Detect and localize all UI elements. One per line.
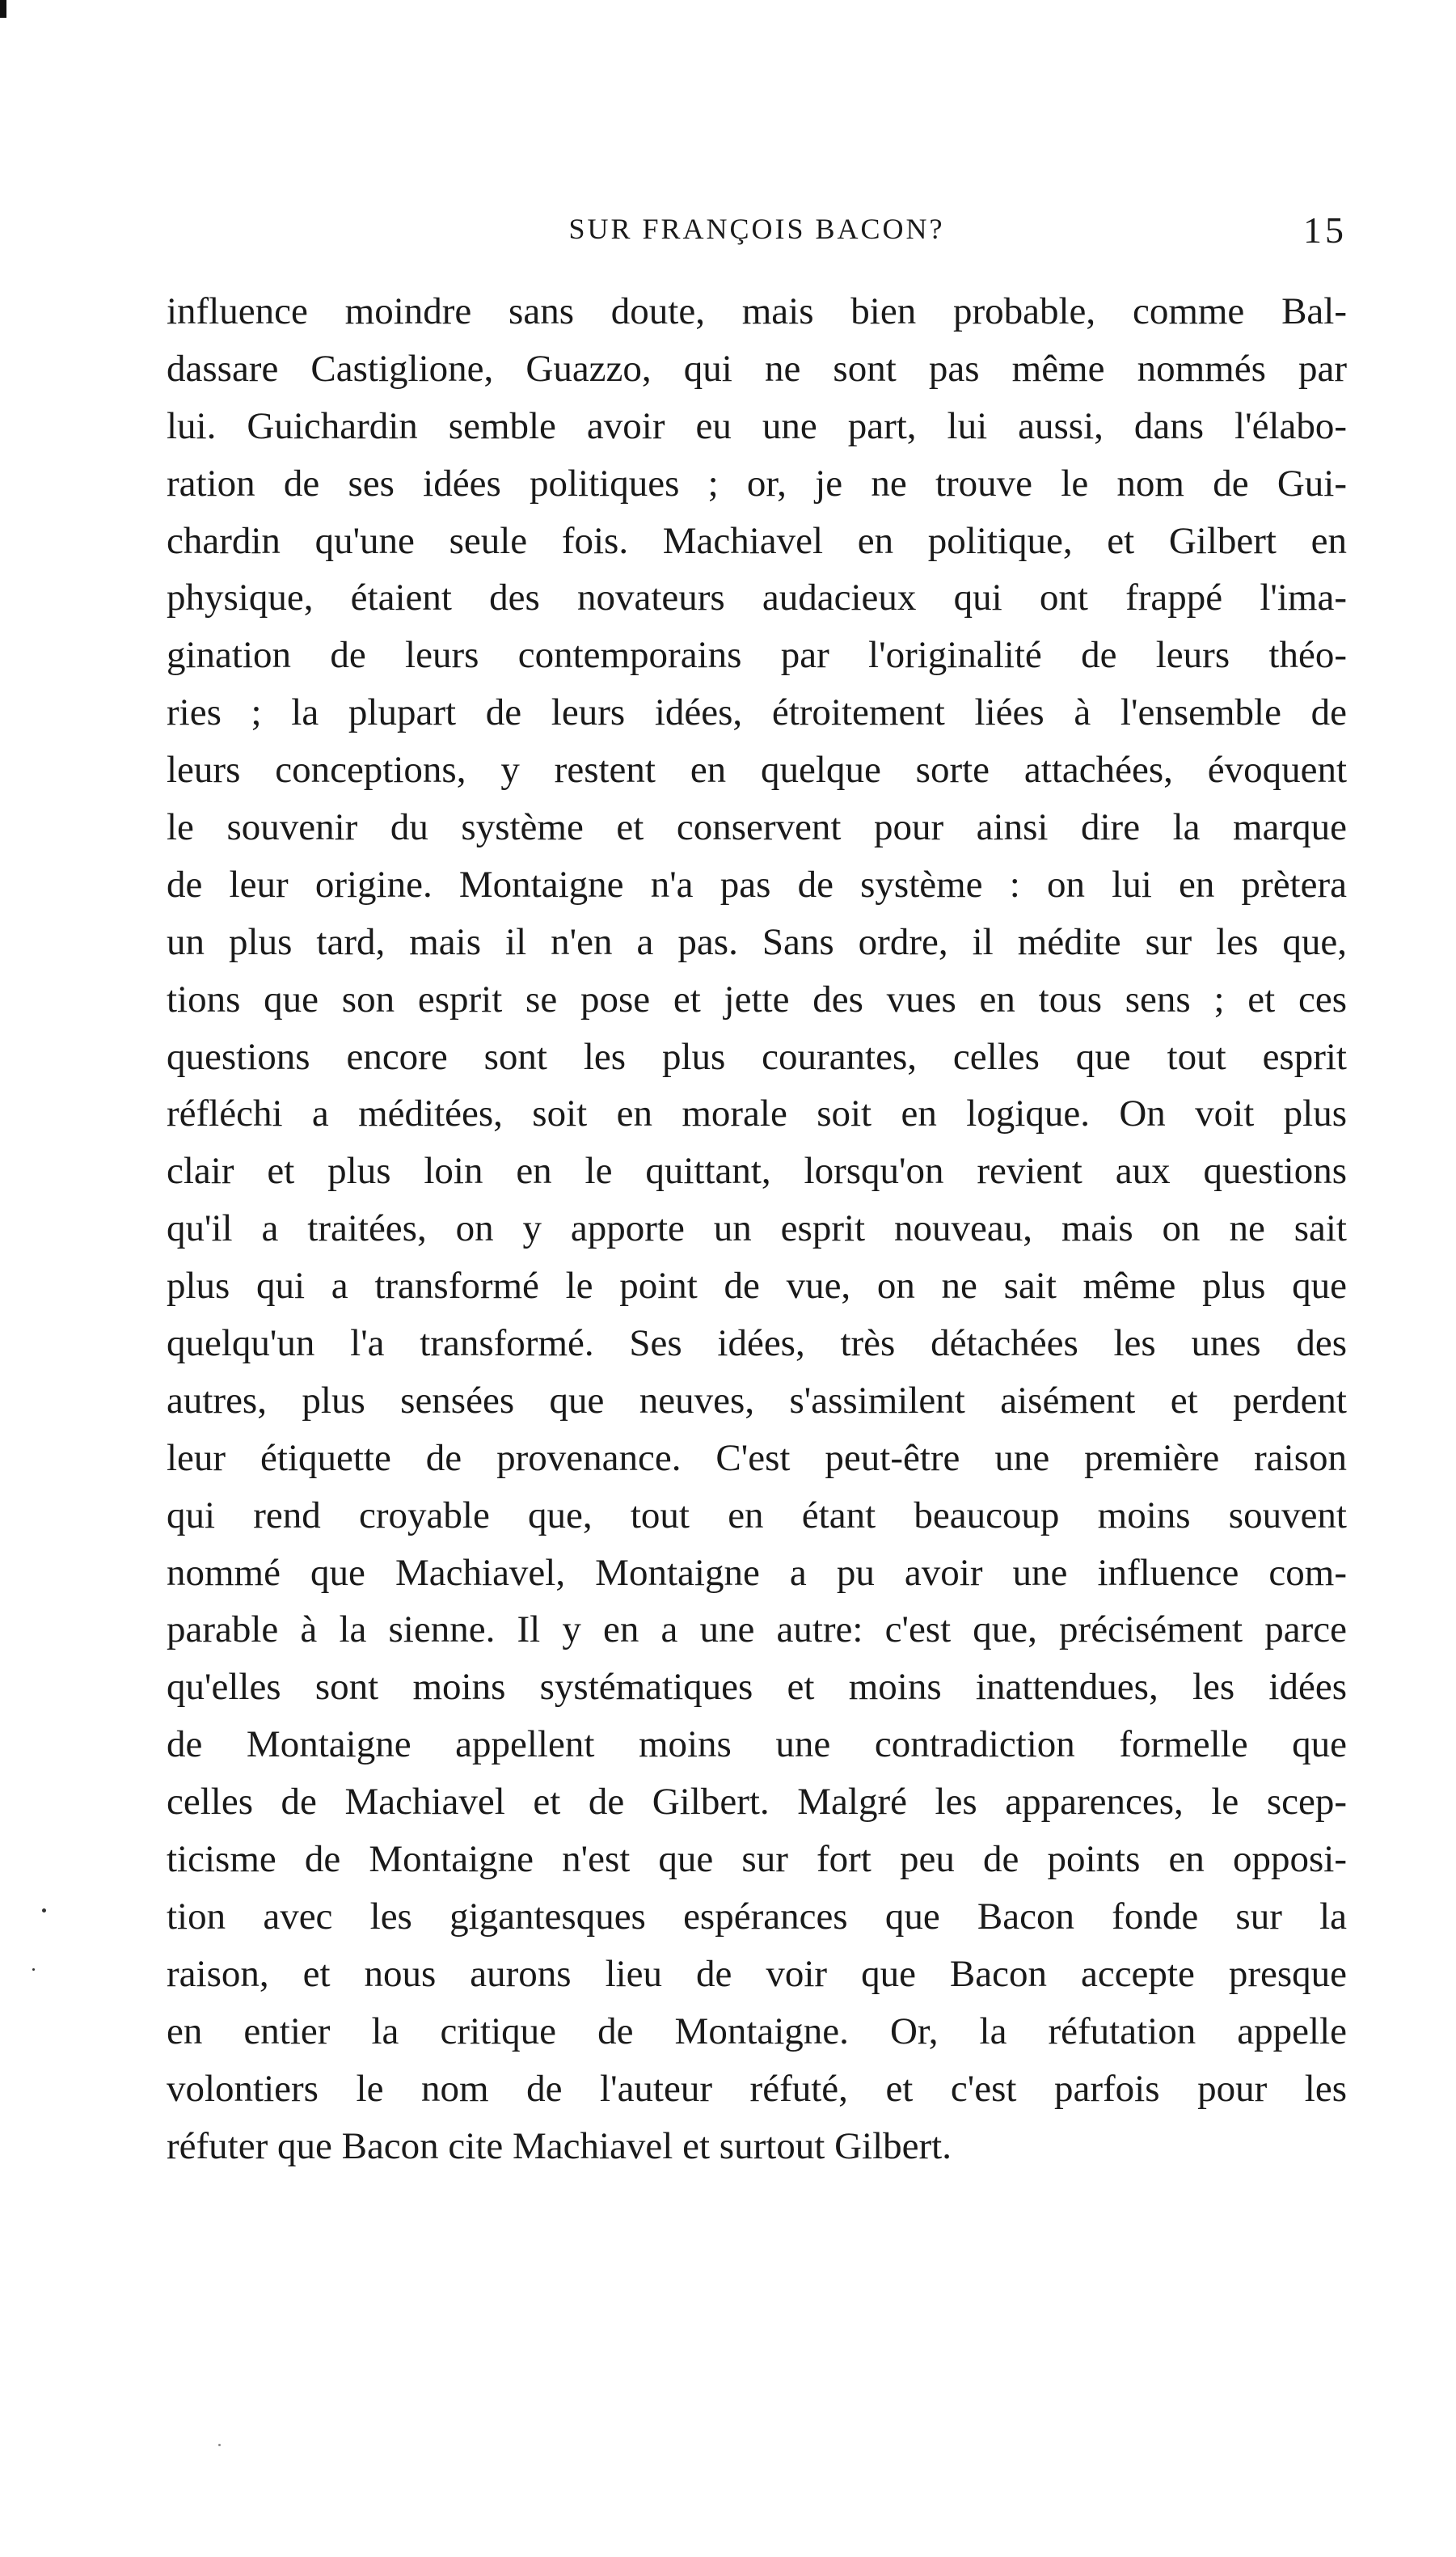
text-line: leur étiquette de provenance. C'est peut-être une première raison: [167, 1436, 1347, 1479]
margin-speck: [42, 1908, 46, 1912]
text-line-final: réfuter que Bacon cite Machiavel et surtout Gilbert.: [167, 2124, 952, 2167]
text-line: tions que son esprit se pose et jette des vues en tous sens ; et ces: [167, 978, 1347, 1021]
text-line: ticisme de Montaigne n'est que sur fort peu de points en opposi-: [167, 1838, 1347, 1881]
text-line: clair et plus loin en le quittant, lorsqu'on revient aux questions: [167, 1150, 1347, 1193]
text-line: celles de Machiavel et de Gilbert. Malgré les apparences, le scep-: [167, 1781, 1347, 1824]
text-line: physique, étaient des novateurs audacieux qui ont frappé l'ima-: [167, 577, 1347, 619]
text-line: raison, et nous aurons lieu de voir que Bacon accepte presque: [167, 1952, 1347, 1995]
text-line: autres, plus sensées que neuves, s'assimilent aisément et perdent: [167, 1379, 1347, 1422]
text-line: tion avec les gigantesques espérances que Bacon fonde sur la: [167, 1895, 1347, 1938]
text-line: dassare Castiglione, Guazzo, qui ne sont pas même nommés par: [167, 347, 1347, 390]
text-line: de Montaigne appellent moins une contradiction formelle que: [167, 1723, 1347, 1766]
text-line: qui rend croyable que, tout en étant beaucoup moins souvent: [167, 1494, 1347, 1536]
running-title: SUR FRANÇOIS BACON?: [568, 213, 945, 245]
text-line: leurs conceptions, y restent en quelque sorte attachées, évoquent: [167, 749, 1347, 792]
text-line: ration de ses idées politiques ; or, je ne trouve le nom de Gui-: [167, 462, 1347, 505]
text-line: parable à la sienne. Il y en a une autre: c'est que, précisément parce: [167, 1608, 1347, 1651]
text-line: gination de leurs contemporains par l'originalité de leurs théo-: [167, 634, 1347, 677]
text-line: plus qui a transformé le point de vue, on ne sait même plus que: [167, 1265, 1347, 1308]
text-line: un plus tard, mais il n'en a pas. Sans ordre, il médite sur les que,: [167, 920, 1347, 963]
text-line: nommé que Machiavel, Montaigne a pu avoir une influence com-: [167, 1551, 1347, 1594]
text-line: questions encore sont les plus courantes, celles que tout esprit: [167, 1035, 1347, 1078]
scan-edge-mark: [0, 0, 6, 18]
text-line: de leur origine. Montaigne n'a pas de système : on lui en prètera: [167, 863, 1347, 906]
text-line: lui. Guichardin semble avoir eu une part, lui aussi, dans l'élabo-: [167, 404, 1347, 447]
running-header: [167, 209, 1347, 260]
text-line: influence moindre sans doute, mais bien probable, comme Bal-: [167, 290, 1347, 332]
text-line: en entier la critique de Montaigne. Or, la réfutation appelle: [167, 2010, 1347, 2052]
page-number: 15: [1303, 209, 1347, 251]
text-line: volontiers le nom de l'auteur réfuté, et c'est parfois pour les: [167, 2067, 1347, 2110]
body-paragraph: [167, 283, 1347, 2175]
text-line: ries ; la plupart de leurs idées, étroitement liées à l'ensemble de: [167, 691, 1347, 734]
text-line: le souvenir du système et conservent pour ainsi dire la marque: [167, 806, 1347, 849]
text-line: chardin qu'une seule fois. Machiavel en politique, et Gilbert en: [167, 519, 1347, 562]
margin-speck: [32, 1968, 35, 1971]
margin-speck: [218, 2444, 221, 2446]
text-line: qu'elles sont moins systématiques et moins inattendues, les idées: [167, 1666, 1347, 1709]
text-line: réfléchi a méditées, soit en morale soit en logique. On voit plus: [167, 1093, 1347, 1135]
text-line: qu'il a traitées, on y apporte un esprit nouveau, mais on ne sait: [167, 1207, 1347, 1250]
text-line: quelqu'un l'a transformé. Ses idées, très détachées les unes des: [167, 1322, 1347, 1365]
